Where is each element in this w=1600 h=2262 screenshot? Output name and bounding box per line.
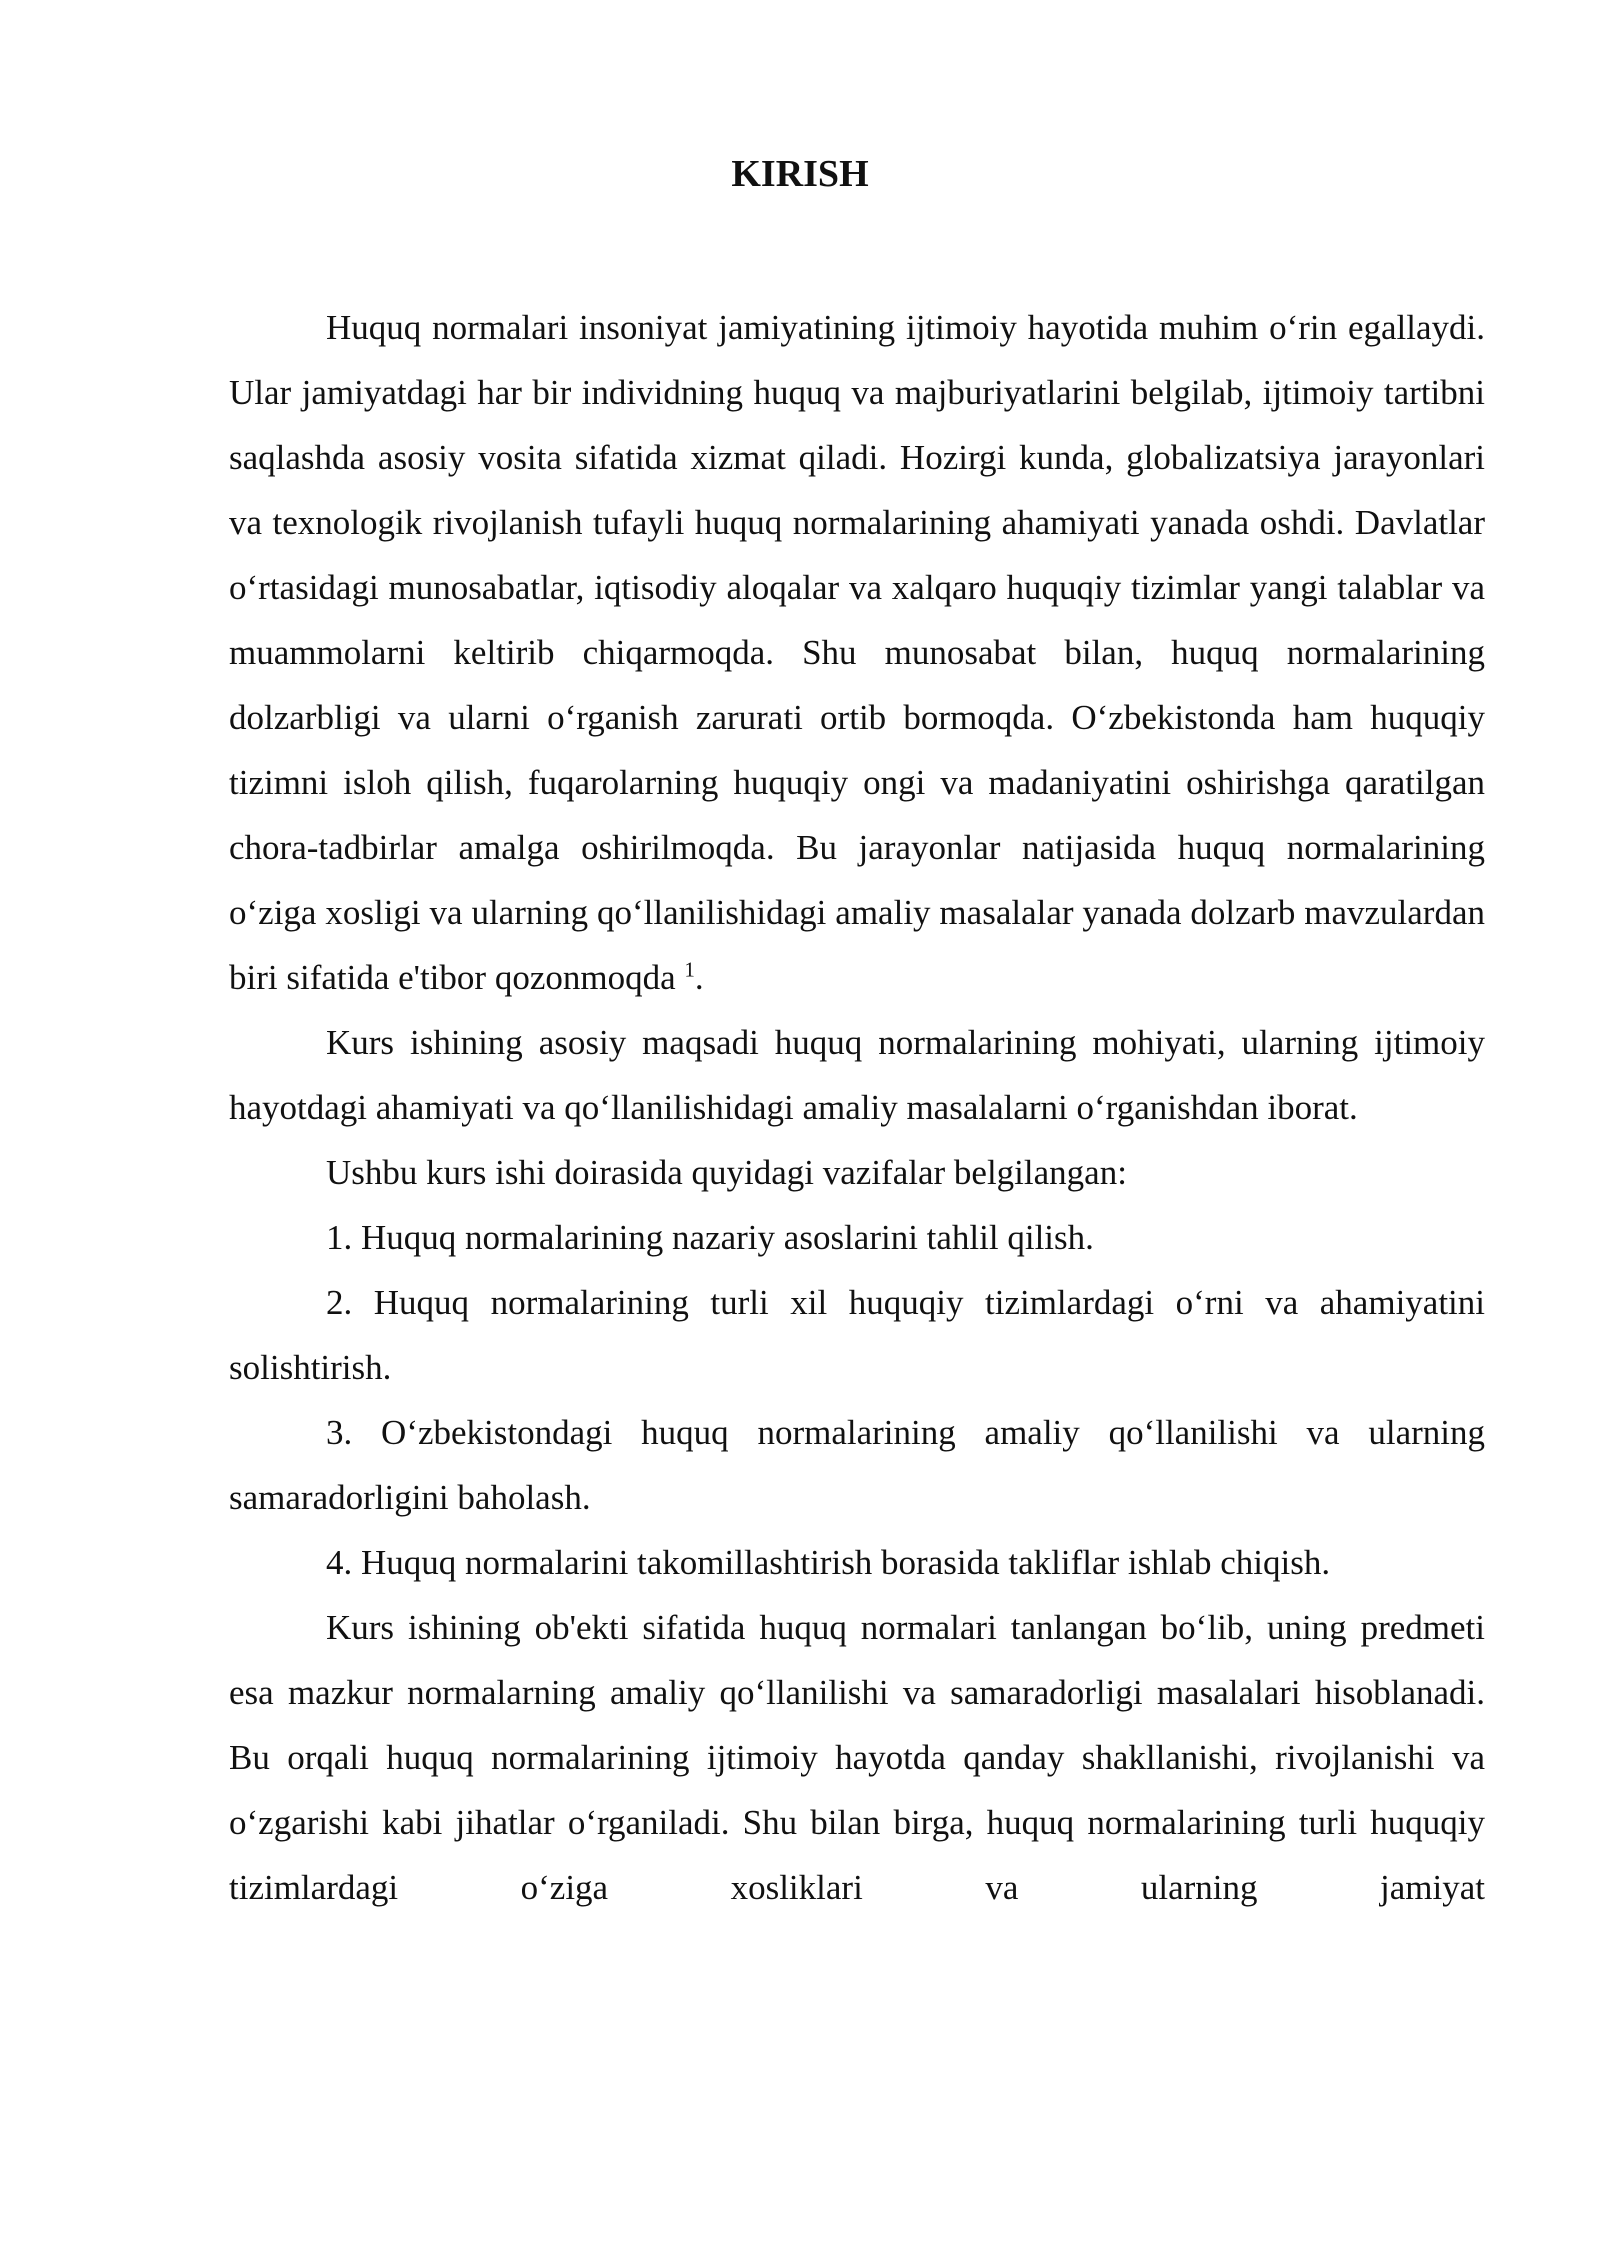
footnote-reference[interactable]: 1 bbox=[684, 957, 695, 982]
document-body bbox=[229, 295, 1485, 1920]
paragraph-intro-text: Huquq normalari insoniyat jamiyatining ijtimoiy hayotida muhim o‘rin egallaydi. Ular jamiyatdagi har bir individning huquq va majburiyatlarini belgilab, ijtimoiy tartibni saqlashda asosiy vosita sifatida xizmat qiladi. Hozirgi kunda, globalizatsiya jarayonlari va texnologik rivojlanish tufayli huquq normalarining ahamiyati yanada oshdi. Davlatlar o‘rtasidagi munosabatlar, iqtisodiy aloqalar va xalqaro huquqiy tizimlar yangi talablar va muammolarni keltirib chiqarmoqda. Shu munosabat bilan, huquq normalarining dolzarbligi va ularni o‘rganish zarurati ortib bormoqda. O‘zbekistonda ham huquqiy tizimni isloh qilish, fuqarolarning huquqiy ongi va madaniyatini oshirishga qaratilgan chora-tadbirlar amalga oshirilmoqda. Bu jarayonlar natijasida huquq normalarining o‘ziga xosligi va ularning qo‘llanilishidagi amaliy masalalar yanada dolzarb mavzulardan biri sifatida e'tibor qozonmoqda bbox=[229, 308, 1485, 997]
page-title: KIRISH bbox=[731, 153, 869, 195]
list-item-task-4: 4. Huquq normalarini takomillashtirish borasida takliflar ishlab chiqish. bbox=[326, 1543, 1331, 1582]
paragraph-intro bbox=[229, 295, 1485, 1010]
paragraph-intro-end: . bbox=[694, 958, 704, 997]
paragraph-goal: Kurs ishining asosiy maqsadi huquq normalarining mohiyati, ularning ijtimoiy hayotdagi ahamiyati va qo‘llanilishidagi amaliy masalalarni o‘rganishdan iborat. bbox=[229, 1023, 1485, 1127]
list-item-task-1: 1. Huquq normalarining nazariy asoslarini tahlil qilish. bbox=[326, 1218, 1094, 1257]
paragraph-object-subject: Kurs ishining ob'ekti sifatida huquq normalari tanlangan bo‘lib, uning predmeti esa mazkur normalarning amaliy qo‘llanilishi va samaradorligi masalalari hisoblanadi. Bu orqali huquq normalarining ijtimoiy hayotda qanday shakllanishi, rivojlanishi va o‘zgarishi kabi jihatlar o‘rganiladi. Shu bilan birga, huquq normalarining turli huquqiy tizimlardagi o‘ziga xosliklari va ularning jamiyat bbox=[229, 1608, 1485, 1907]
paragraph-tasks-intro: Ushbu kurs ishi doirasida quyidagi vazifalar belgilangan: bbox=[326, 1153, 1127, 1192]
list-item-task-3: 3. O‘zbekistondagi huquq normalarining amaliy qo‘llanilishi va ularning samaradorligini baholash. bbox=[229, 1413, 1485, 1517]
list-item-task-2: 2. Huquq normalarining turli xil huquqiy tizimlardagi o‘rni va ahamiyatini solishtirish. bbox=[229, 1283, 1485, 1387]
